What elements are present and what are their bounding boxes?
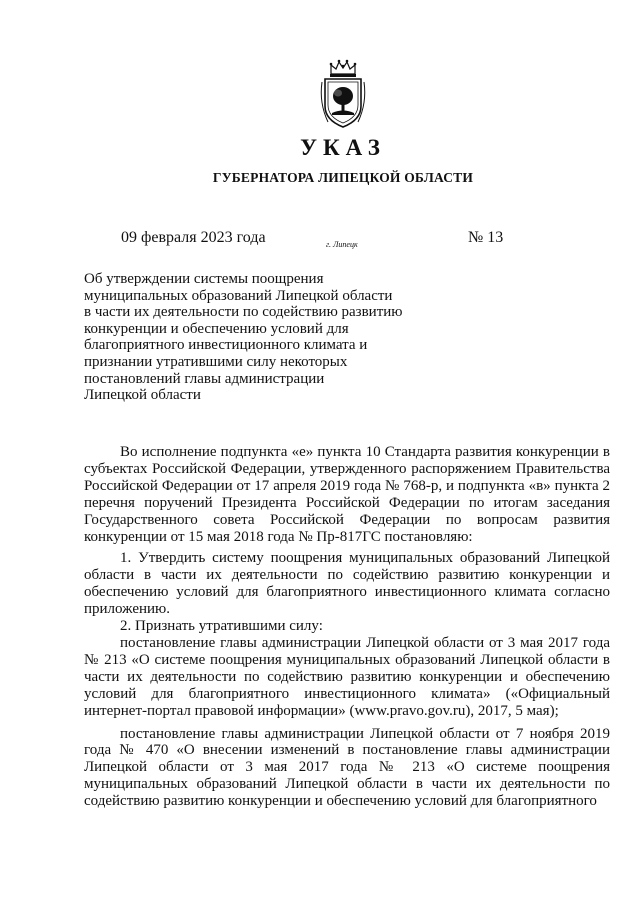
paragraph-item-1: 1. Утвердить систему поощрения муниципальных образований Липецкой области в части их деятельности по содействию развитию конкуренции и обеспечению условий для благоприятного инвестиционного климата согласно приложению.: [84, 550, 610, 618]
heading-line: конкуренции и обеспечению условий для: [84, 320, 349, 337]
heading-line: муниципальных образований Липецкой области: [84, 287, 393, 304]
heading-line: постановлений главы администрации: [84, 370, 325, 387]
paragraph-repeal-1: постановление главы администрации Липецкой области от 3 мая 2017 года № 213 «О системе поощрения муниципальных образований Липецкой области в части их деятельности по содействию развитию конкуренции и обеспечению условий для благоприятного инвестиционного климата» («Официальный интернет-портал правовой информации» (www.pravo.gov.ru), 2017, 5 мая);: [84, 634, 610, 719]
coat-of-arms-icon: [318, 58, 368, 130]
document-city: г. Липецк: [326, 240, 358, 249]
heading-line: благоприятного инвестиционного климата и: [84, 337, 368, 354]
document-heading: [84, 271, 424, 404]
document-number: № 13: [468, 229, 504, 246]
document-subtitle: ГУБЕРНАТОРА ЛИПЕЦКОЙ ОБЛАСТИ: [212, 170, 474, 185]
heading-line: Липецкой области: [84, 387, 201, 404]
heading-line: Об утверждении системы поощрения: [84, 271, 324, 287]
paragraph-repeal-2: постановление главы администрации Липецкой области от 7 ноября 2019 года № 470 «О внесении изменений в постановление главы администрации Липецкой области от 3 мая 2017 года № 213 «О системе поощрения муниципальных образований Липецкой области в части их деятельности по содействию развитию конкуренции и обеспечению условий для благоприятного: [84, 725, 610, 810]
paragraph-preamble: Во исполнение подпункта «е» пункта 10 Стандарта развития конкуренции в субъектах Российской Федерации, утвержденного распоряжением Правительства Российской Федерации от 17 апреля 2019 года № 768-р, и подпункта «в» пункта 2 перечня поручений Президента Российской Федерации по итогам заседания Государственного совета Российской Федерации по вопросам развития конкуренции от 15 мая 2018 года № Пр-817ГС постановляю:: [84, 444, 610, 545]
heading-line: признании утратившими силу некоторых: [84, 353, 348, 370]
document-title: УКАЗ: [300, 135, 386, 160]
document-date: 09 февраля 2023 года: [121, 229, 266, 246]
document-body: [84, 444, 610, 810]
paragraph-item-2: 2. Признать утратившими силу:: [120, 618, 323, 635]
heading-line: в части их деятельности по содействию развитию: [84, 304, 403, 321]
